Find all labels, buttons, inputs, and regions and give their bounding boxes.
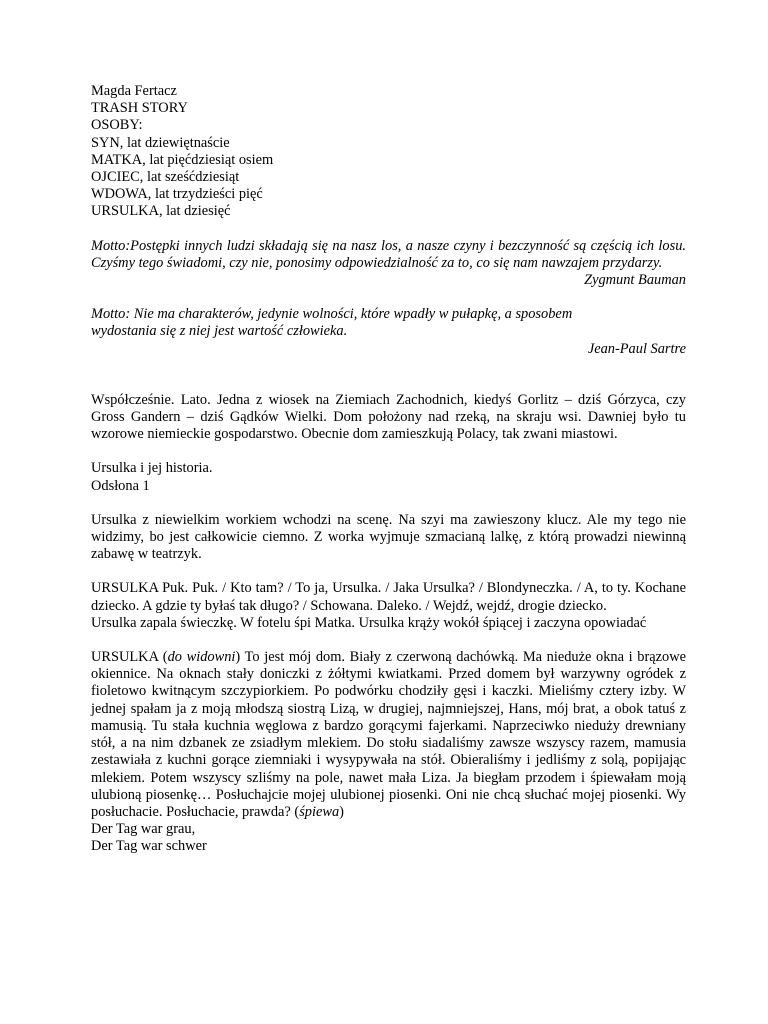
cast-heading: OSOBY: <box>91 117 143 134</box>
author-name: Magda Fertacz <box>91 83 177 99</box>
motto-sartre-author: Jean-Paul Sartre <box>587 340 686 357</box>
cast-item: MATKA, lat pięćdziesiąt osiem <box>91 151 274 168</box>
section-title: Ursulka i jej historia. <box>91 460 213 477</box>
monologue-aside: do widowni <box>167 649 236 666</box>
monologue-speaker: URSULKA ( <box>91 649 168 666</box>
stage-direction-candle: Ursulka zapala świeczkę. W fotelu śpi Matka. Ursulka krąży wokół śpiącej i zaczyna opowiadać <box>91 614 647 631</box>
cast-item: SYN, lat dziewiętnaście <box>91 134 230 151</box>
monologue-close: ) <box>339 803 344 820</box>
cast-item: OJCIEC, lat sześćdziesiąt <box>91 169 240 186</box>
setting-description: Współcześnie. Lato. Jedna z wiosek na Ziemiach Zachodnich, kiedyś Gorlitz – dziś Górzyca, czy Gross Gandern – dziś Gądków Wielki. Dom położony nad rzeką, na skraju wsi. Dawniej było tu wzorowe niemieckie gospodarstwo. Obecnie dom zamieszkują Polacy, tak zwani miastowi. <box>91 391 686 443</box>
stage-direction-entrance: Ursulka z niewielkim workiem wchodzi na scenę. Na szyi ma zawieszony klucz. Ale my tego nie widzimy, bo jest całkowicie ciemno. Z worka wyjmuje szmacianą lalkę, z którą prowadzi niewinną zabawę w teatrzyk. <box>91 511 686 563</box>
monologue-ursulka <box>91 649 686 821</box>
song-lyrics <box>91 821 686 855</box>
song-line: Der Tag war grau, <box>91 821 196 838</box>
motto-bauman-author: Zygmunt Bauman <box>584 272 686 289</box>
cast-list <box>91 135 686 221</box>
scene-label: Odsłona 1 <box>91 477 150 494</box>
dialogue-puppet-play: URSULKA Puk. Puk. / Kto tam? / To ja, Ursulka. / Jaka Ursulka? / Blondyneczka. / A, to ty. Kochane dziecko. A gdzie ty byłaś tak długo? / Schowana. Daleko. / Wejdź, wejdź, drogie dziecko. <box>91 580 686 614</box>
play-title: TRASH STORY <box>91 100 188 117</box>
motto-sartre-line1: Motto: Nie ma charakterów, jedynie wolności, które wpadły w pułapkę, a sposobem <box>91 306 573 323</box>
cast-item: URSULKA, lat dziesięć <box>91 203 231 220</box>
song-line: Der Tag war schwer <box>91 838 207 855</box>
document-body <box>91 83 686 856</box>
monologue-sing-direction: śpiewa <box>299 803 340 820</box>
cast-item: WDOWA, lat trzydzieści pięć <box>91 186 263 203</box>
monologue-text: ) To jest mój dom. Biały z czerwoną dachówką. Ma nieduże okna i brązowe okiennice. Na oknach stały doniczki z żółtymi kwiatkami. Przed domem był warzywny ogródek z fioletowo kwitnącym szczypiorkiem. Po podwórku chodziły gęsi i kaczki. Mieliśmy cztery izby. W jednej spałam ja z moją młodszą siostrą Lizą, w drugiej, najmniejszej, Hans, mój brat, a obok tatuś z mamusią. Tu stała kuchnia węglowa z bardzo gorącymi fajerkami. Naprzeciwko nieduży drewniany stół, a na nim dzbanek ze zsiadłym mlekiem. Do stołu siadaliśmy zawsze wszyscy razem, mamusia zestawiała z kuchni gorące ziemniaki i wysypywała na stół. Obieraliśmy i jedliśmy z solą, popijając mlekiem. Potem wszyscy szliśmy na pole, nawet mała Liza. Ja biegłam przodem i śpiewałam moją ulubioną piosenkę… Posłuchajcie mojej ulubionej piosenki. Oni nie chcą słuchać mojej piosenki. Wy posłuchacie. Posłuchacie, prawda? ( <box>91 649 687 820</box>
motto-bauman: Motto:Postępki innych ludzi składają się na nasz los, a nasze czyny i bezczynność są częścią ich losu. Czyśmy tego świadomi, czy nie, ponosimy odpowiedzialność za to, co się nam nawzajem przydarzy. <box>91 237 686 271</box>
motto-sartre-line2: wydostania się z niej jest wartość człowieka. <box>91 323 348 340</box>
